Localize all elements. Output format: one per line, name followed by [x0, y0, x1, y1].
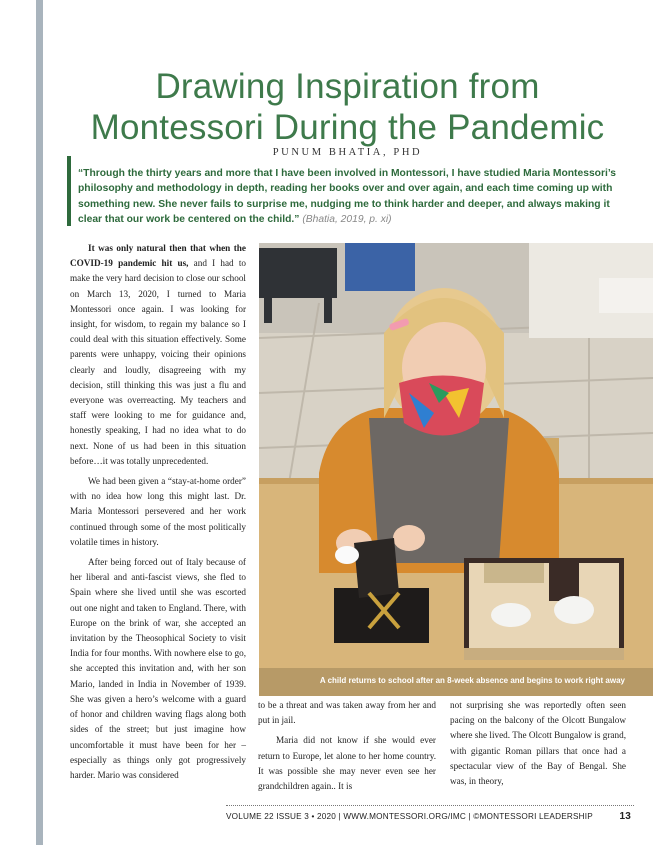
footer: [226, 812, 631, 821]
paragraph-4: Maria did not know if she would ever return to Europe, let alone to her home country. It was possible she may never even see her grandchildren again.. It is: [258, 735, 436, 792]
pullquote-bar: [67, 156, 71, 226]
page-number: 13: [619, 811, 631, 822]
footer-text: VOLUME 22 ISSUE 3 • 2020 | WWW.MONTESSORI.ORG/IMC | ©MONTESSORI LEADERSHIP: [226, 812, 593, 821]
author-byline: PUNUM BHATIA, PHD: [272, 147, 423, 158]
paragraph-1-text: and I had to make the very hard decision to close our school on March 13, 2020, I turned to Maria Montessori once again. I was looking for insight, for wisdom, to regain my balance so I could deal with this situation effectively. Some parents were unhappy, voicing their opinions clearly and loudly, disagreeing with my decision, still thinking this was just a flu and everyone was overreacting. My teachers and staff were looking to me for guidance and, honestly speaking, I had no idea what to do next. None of us had been in this situation before…it was totally unprecedented.: [70, 258, 246, 466]
paragraph-3: After being forced out of Italy because of her liberal and anti-fascist views, she fled to Spain where she lived until she was escorted out one night and taken to England. There, with Europe on the brink of war, she accepted an invitation by the Theosophical Society to visit India for four months. With nowhere else to go, she accepted this invitation and, with her son Mario, landed in India in November of 1939. She was given a hero’s welcome with a guard of honor and children waving flags along both sides of the street; but just imagine how uncomfortable it must have been for her – especially as things only got progressively harder. Mario was considered: [70, 557, 246, 780]
pullquote: [78, 166, 626, 227]
article-photo: [259, 243, 653, 696]
body-column-1: [70, 241, 246, 783]
page-edge-bar: [36, 0, 43, 845]
footer-rule: [226, 805, 634, 806]
body-column-3: [450, 698, 626, 789]
title-line-2: Montessori During the Pandemic: [90, 108, 605, 147]
article-title: [60, 66, 635, 148]
paragraph-4-continued: not surprising she was reportedly often seen pacing on the balcony of the Olcott Bungalow where she lived. The Olcott Bungalow is grand, with gigantic Roman pillars that once had a spectacular view of the Bay of Bengal. She was, in theory,: [450, 700, 626, 787]
paragraph-1: [70, 241, 246, 469]
paragraph-3-continued: to be a threat and was taken away from her and put in jail.: [258, 700, 436, 726]
lead-in: It was only natural then that when the COVID-19 pandemic hit us,: [70, 243, 246, 269]
pullquote-citation: (Bhatia, 2019, p. xi): [302, 213, 392, 225]
body-column-2: [258, 698, 436, 794]
photo-caption: A child returns to school after an 8-week absence and begins to work right away: [319, 676, 625, 685]
title-line-1: Drawing Inspiration from: [155, 67, 540, 106]
pullquote-text: “Through the thirty years and more that I have been involved in Montessori, I have studied Maria Montessori’s philosophy and methodology in depth, reading her books over and over again, and each time coming up with something new. She never fails to surprise me, nudging me to think harder and deeper, and always making it clear that our work be centered on the child.”: [78, 168, 617, 225]
paragraph-2: We had been given a “stay-at-home order” with no idea how long this might last. Dr. Maria Montessori persevered and her work continued through some of the most politically volatile times in history.: [70, 476, 246, 547]
